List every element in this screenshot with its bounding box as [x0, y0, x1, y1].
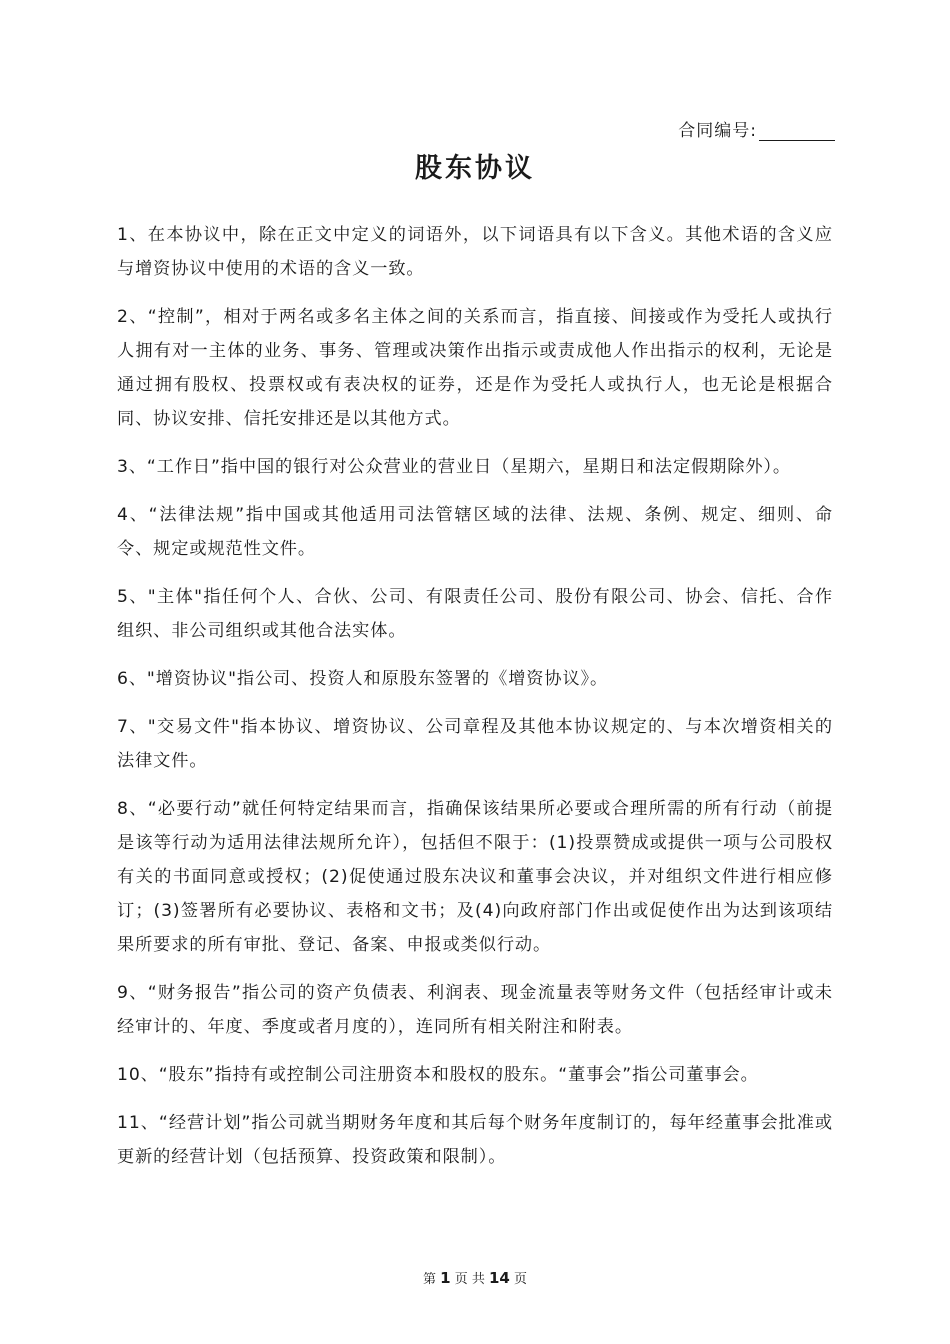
contract-number-blank — [759, 122, 835, 141]
clause-8: 8、“必要行动”就任何特定结果而言，指确保该结果所必要或合理所需的所有行动（前提是该等行动为适用法律法规所允许），包括但不限于：(1)投票赞成或提供一项与公司股权有关的书面同意或授权；(2)促使通过股东决议和董事会决议，并对组织文件进行相应修订；(3)签署所有必要协议、表格和文书；及(4)向政府部门作出或促使作出为达到该项结果所要求的所有审批、登记、备案、申报或类似行动。 — [117, 799, 833, 955]
clause-7: 7、"交易文件"指本协议、增资协议、公司章程及其他本协议规定的、与本次增资相关的法律文件。 — [117, 717, 833, 771]
clause-4: 4、“法律法规”指中国或其他适用司法管辖区域的法律、法规、条例、规定、细则、命令、规定或规范性文件。 — [117, 505, 833, 559]
clause-6: 6、"增资协议"指公司、投资人和原股东签署的《增资协议》。 — [117, 669, 609, 689]
footer-middle: 页 共 — [454, 1272, 485, 1287]
clause-2: 2、“控制”，相对于两名或多名主体之间的关系而言，指直接、间接或作为受托人或执行人拥有对一主体的业务、事务、管理或决策作出指示或责成他人作出指示的权利，无论是通过拥有股权、投票权或有表决权的证券，还是作为受托人或执行人，也无论是根据合同、协议安排、信托安排还是以其他方式。 — [117, 307, 833, 429]
clause-1: 1、在本协议中，除在正文中定义的词语外，以下词语具有以下含义。其他术语的含义应与增资协议中使用的术语的含义一致。 — [117, 225, 833, 279]
clause-10: 10、“股东”指持有或控制公司注册资本和股权的股东。“董事会”指公司董事会。 — [117, 1065, 759, 1085]
footer-prefix: 第 — [422, 1272, 436, 1287]
document-title: 股东协议 — [415, 153, 535, 184]
clause-9: 9、“财务报告”指公司的资产负债表、利润表、现金流量表等财务文件（包括经审计或未经审计的、年度、季度或者月度的），连同所有相关附注和附表。 — [117, 983, 833, 1037]
current-page-number: 1 — [440, 1269, 451, 1287]
clause-list — [117, 218, 833, 1188]
page-footer — [0, 1268, 950, 1287]
footer-suffix: 页 — [514, 1272, 528, 1287]
clause-3: 3、“工作日”指中国的银行对公众营业的营业日（星期六，星期日和法定假期除外）。 — [117, 457, 791, 477]
contract-number — [678, 116, 835, 141]
clause-11: 11、“经营计划”指公司就当期财务年度和其后每个财务年度制订的，每年经董事会批准或更新的经营计划（包括预算、投资政策和限制）。 — [117, 1113, 833, 1167]
contract-number-label: 合同编号: — [678, 121, 757, 141]
clause-5: 5、"主体"指任何个人、合伙、公司、有限责任公司、股份有限公司、协会、信托、合作组织、非公司组织或其他合法实体。 — [117, 587, 833, 641]
total-pages-number: 14 — [488, 1269, 510, 1287]
